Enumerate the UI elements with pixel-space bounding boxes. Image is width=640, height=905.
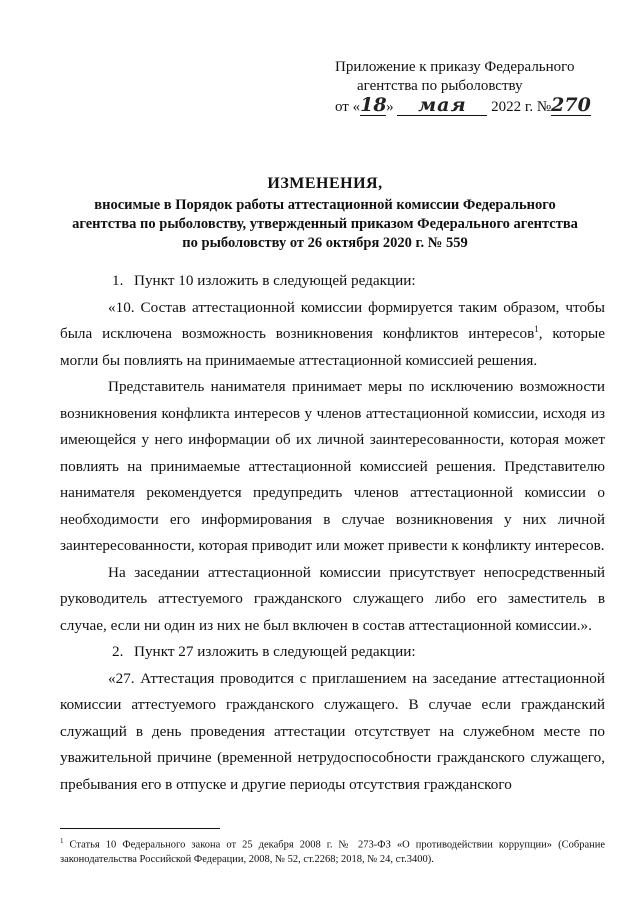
subtitle-line-3: по рыболовству от 26 октября 2020 г. № 559 <box>182 235 468 251</box>
paragraph-representative: Представитель нанимателя принимает меры по исключению возможности возникновения конфликта интересов у членов аттестационной комиссии, исходя из имеющейся у него информации об их личной заинтересованности, которая может повлиять на принимаемые аттестационной комиссией решения. Представителю нанимателя рекомендуется предупредить членов аттестационной комиссии о необходимости его информирования в случае возникновения у них личной заинтересованности, которая приводит или может привести к конфликту интересов. <box>60 378 605 554</box>
appendix-line-1: Приложение к приказу Федерального <box>335 59 575 75</box>
handwritten-order-number: 270 <box>551 94 591 116</box>
subtitle-line-2: агентства по рыболовству, утвержденный приказом Федерального агентства <box>72 216 578 232</box>
appendix-date-number <box>335 96 625 117</box>
footnote <box>60 834 605 867</box>
document-body <box>60 268 605 798</box>
handwritten-month: мая <box>397 96 487 116</box>
item-2 <box>60 639 605 666</box>
appendix-block <box>335 58 625 117</box>
paragraph-10 <box>60 295 605 375</box>
footnote-text: Статья 10 Федерального закона от 25 декабря 2008 г. № 273-ФЗ «О противодействии коррупции» (Собрание законодательства Российской Федерации, 2008, № 52, ст.2268; 2018, № 24, ст.3400). <box>60 839 605 865</box>
subtitle-line-1: вносимые в Порядок работы аттестационной комиссии Федерального <box>94 197 556 213</box>
paragraph-10-part-2: , которые могли бы повлиять на принимаемые аттестационной комиссией решения. <box>60 325 605 369</box>
item-1 <box>60 268 605 295</box>
paragraph-27: «27. Аттестация проводится с приглашением на заседание аттестационной комиссии аттестуемого гражданского служащего. В случае если гражданский служащий в день проведения аттестации отсутствует на служебном месте по уважительной причине (временной нетрудоспособности гражданского служащего, пребывания его в отпуске и другие периоды отсутствия гражданского <box>60 669 605 793</box>
appendix-line-2: агентства по рыболовству <box>357 78 523 94</box>
item-2-number: 2. <box>112 643 124 660</box>
item-1-text: Пункт 10 изложить в следующей редакции: <box>134 272 416 289</box>
item-1-number: 1. <box>112 272 124 289</box>
date-year: 2022 г. № <box>491 99 552 115</box>
footnote-divider <box>60 828 220 829</box>
footnote-reference[interactable]: 1 <box>534 323 539 334</box>
date-prefix: от « <box>335 99 361 115</box>
item-2-text: Пункт 27 изложить в следующей редакции: <box>134 643 416 660</box>
handwritten-day: 18 <box>360 94 387 116</box>
document-subtitle <box>60 196 590 253</box>
paragraph-meeting: На заседании аттестационной комиссии присутствует непосредственный руководитель аттестуемого гражданского служащего либо его заместитель в случае, если ни один из них не был включен в состав аттестационной комиссии.». <box>60 563 605 634</box>
document-heading: ИЗМЕНЕНИЯ, <box>267 175 383 192</box>
footnote-marker: 1 <box>60 837 64 845</box>
date-close-quote: » <box>386 99 394 115</box>
paragraph-10-part-1: «10. Состав аттестационной комиссии формируется таким образом, чтобы была исключена возможность возникновения конфликтов интересов <box>60 298 605 342</box>
